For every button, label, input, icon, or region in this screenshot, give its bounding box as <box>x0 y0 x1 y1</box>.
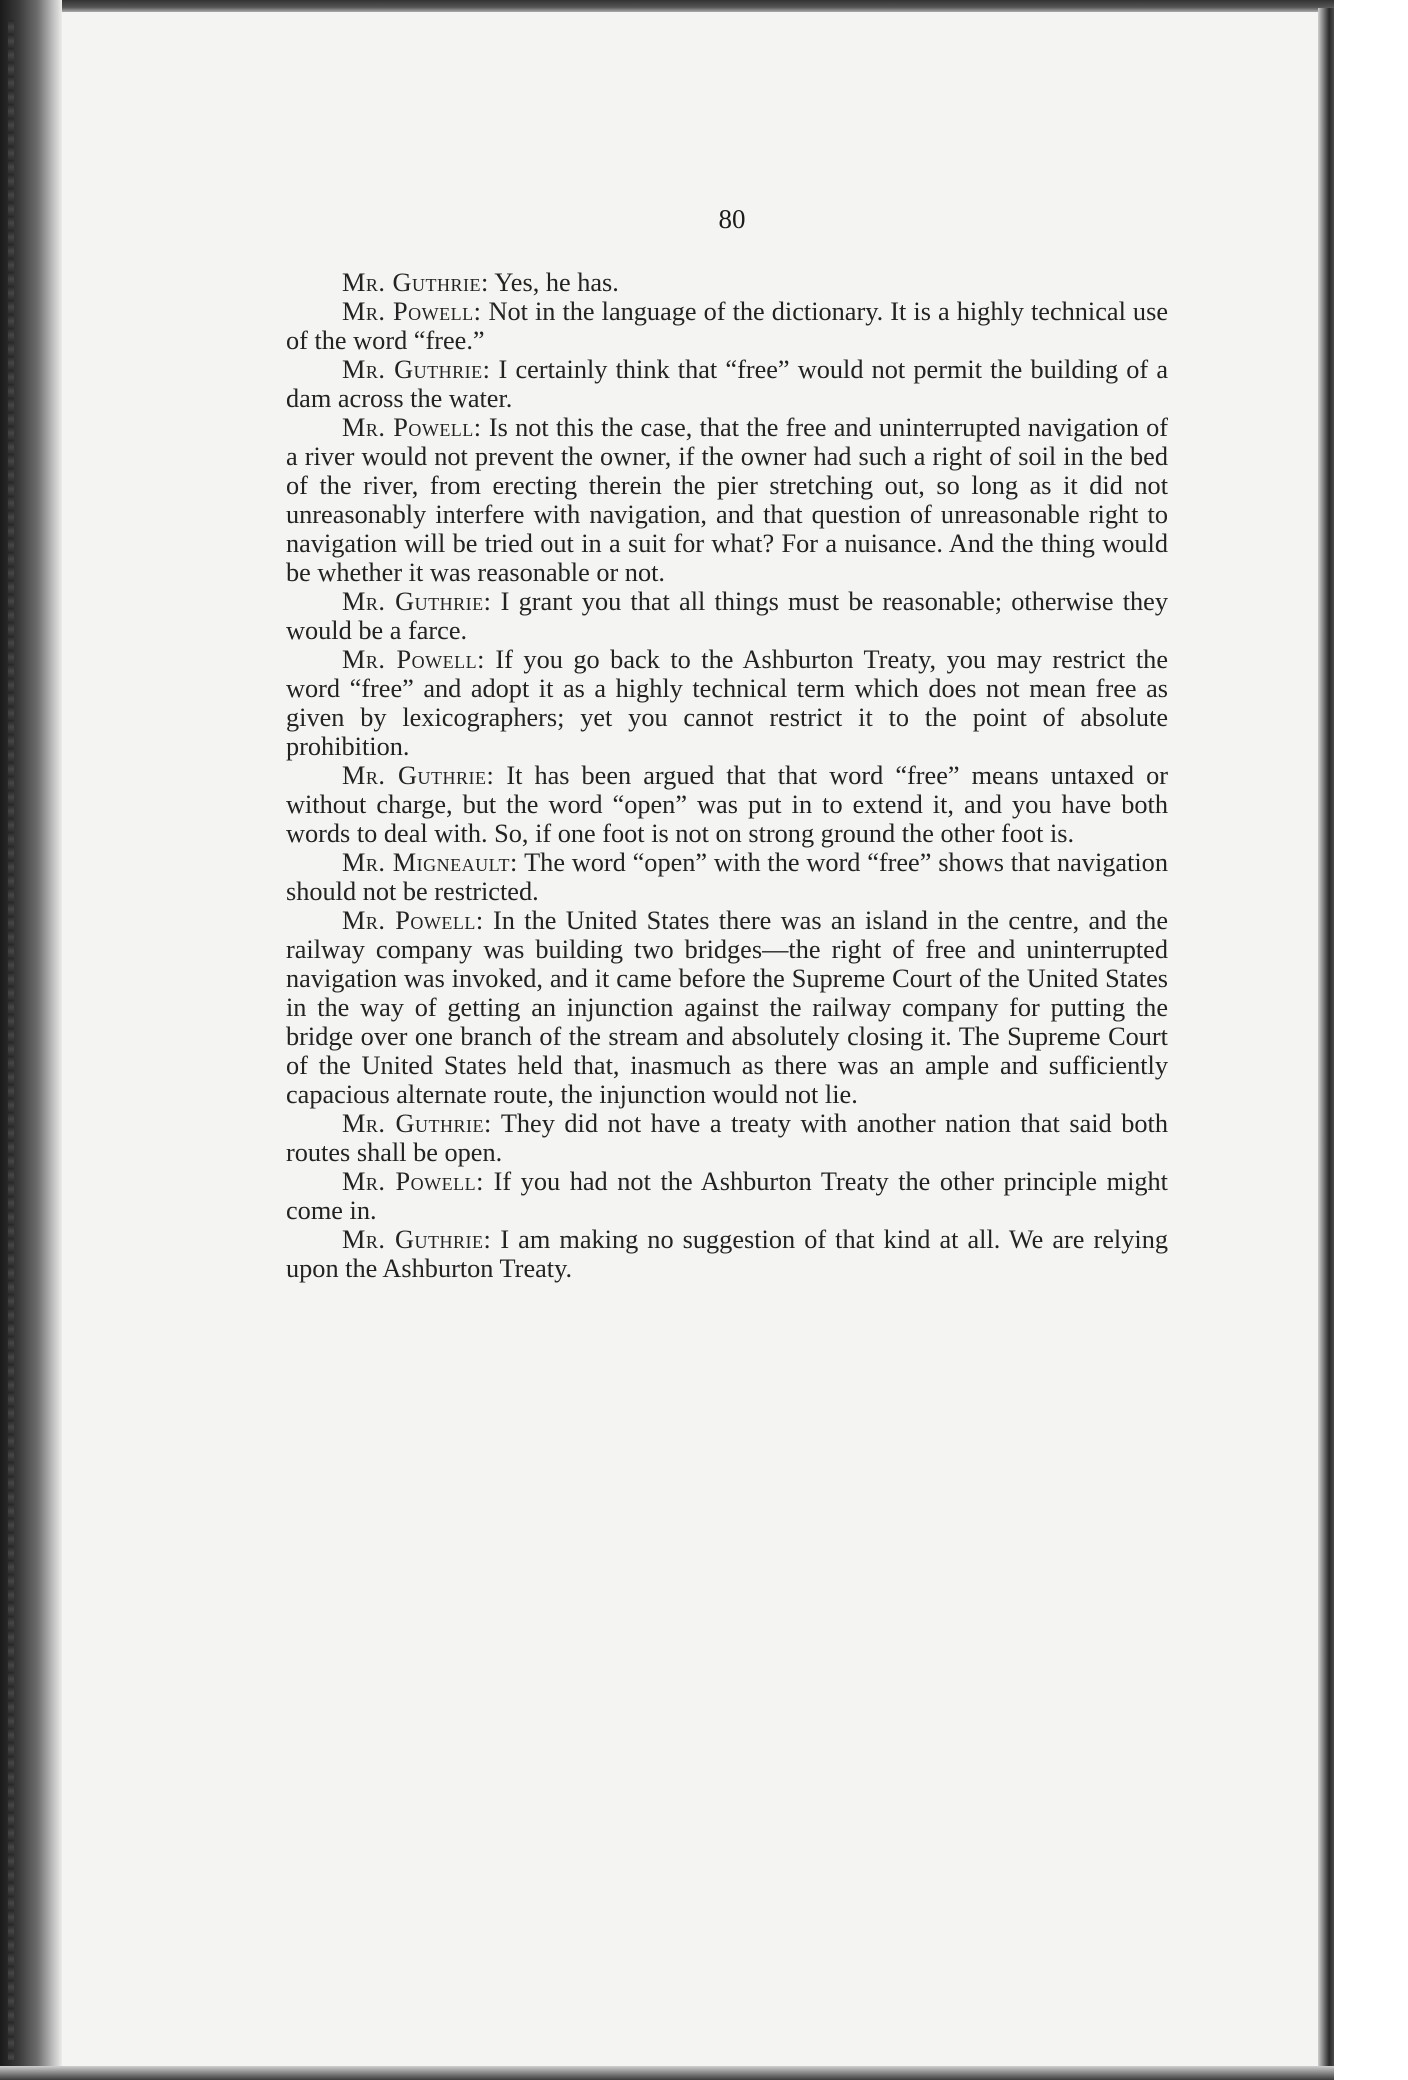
transcript-paragraph <box>286 413 1168 587</box>
scan-edge-top <box>0 0 1408 12</box>
speaker-name: Mr. Guthrie: <box>342 355 491 384</box>
speech-text: I certainly think that “free” would not permit the building of a dam across the water. <box>286 355 1168 413</box>
transcript-paragraph <box>286 645 1168 761</box>
transcript-paragraph <box>286 906 1168 1109</box>
speech-text: Is not this the case, that the free and uninterrupted navigation of a river would not prevent the owner, if the owner had such a right of soil in the bed of the river, from erecting therein the pier stretching out, so long as it did not unreasonably interfere with navigation, and that question of unreasonable right to navigation will be tried out in a suit for what? For a nuisance. And the thing would be whether it was reasonable or not. <box>286 413 1168 587</box>
transcript-paragraph <box>286 297 1168 355</box>
speech-text: The word “open” with the word “free” shows that navigation should not be restricted. <box>286 848 1168 906</box>
speech-text: I grant you that all things must be reasonable; otherwise they would be a farce. <box>286 587 1168 645</box>
speech-text: It has been argued that that word “free” means untaxed or without charge, but the word “open” was put in to extend it, and you have both words to deal with. So, if one foot is not on strong ground the other foot is. <box>286 761 1168 848</box>
speaker-name: Mr. Powell: <box>342 645 485 674</box>
speaker-name: Mr. Powell: <box>342 413 482 442</box>
transcript-paragraph <box>286 1225 1168 1283</box>
speaker-name: Mr. Guthrie: <box>342 587 492 616</box>
transcript-paragraph <box>286 268 1168 297</box>
speaker-name: Mr. Guthrie: <box>342 1109 492 1138</box>
transcript-body <box>286 268 1168 1283</box>
speaker-name: Mr. Guthrie: <box>342 268 489 297</box>
speaker-name: Mr. Powell: <box>342 297 482 326</box>
transcript-paragraph <box>286 761 1168 848</box>
transcript-paragraph <box>286 355 1168 413</box>
scan-edge-bottom <box>0 2066 1334 2080</box>
speaker-name: Mr. Migneault: <box>342 848 518 877</box>
speech-text: I am making no suggestion of that kind at all. We are relying upon the Ashburton Treaty. <box>286 1225 1168 1283</box>
scan-margin-right <box>1334 0 1408 2080</box>
speech-text: Not in the language of the dictionary. It is a highly technical use of the word “free.” <box>286 297 1168 355</box>
speech-text: They did not have a treaty with another nation that said both routes shall be open. <box>286 1109 1168 1167</box>
speech-text: If you had not the Ashburton Treaty the other principle might come in. <box>286 1167 1168 1225</box>
speaker-name: Mr. Powell: <box>342 1167 484 1196</box>
transcript-paragraph <box>286 848 1168 906</box>
speech-text: In the United States there was an island in the centre, and the railway company was building two bridges—the right of free and uninterrupted navigation was invoked, and it came before the Supreme Court of the United States in the way of getting an injunction against the railway company for putting the bridge over one branch of the stream and absolutely closing it. The Supreme Court of the United States held that, inasmuch as there was an ample and sufficiently capacious alternate route, the injunction would not lie. <box>286 906 1168 1109</box>
book-spine-edge <box>0 0 62 2080</box>
transcript-paragraph <box>286 587 1168 645</box>
transcript-paragraph <box>286 1109 1168 1167</box>
speech-text: If you go back to the Ashburton Treaty, you may restrict the word “free” and adopt it as a highly technical term which does not mean free as given by lexicographers; yet you cannot restrict it to the point of absolute prohibition. <box>286 645 1169 761</box>
transcript-paragraph <box>286 1167 1168 1225</box>
scan-edge-right <box>1318 8 1334 2080</box>
page-number: 80 <box>718 204 746 234</box>
speaker-name: Mr. Guthrie: <box>342 1225 492 1254</box>
speech-text: Yes, he has. <box>488 268 619 297</box>
speaker-name: Mr. Guthrie: <box>342 761 495 790</box>
speaker-name: Mr. Powell: <box>342 906 484 935</box>
